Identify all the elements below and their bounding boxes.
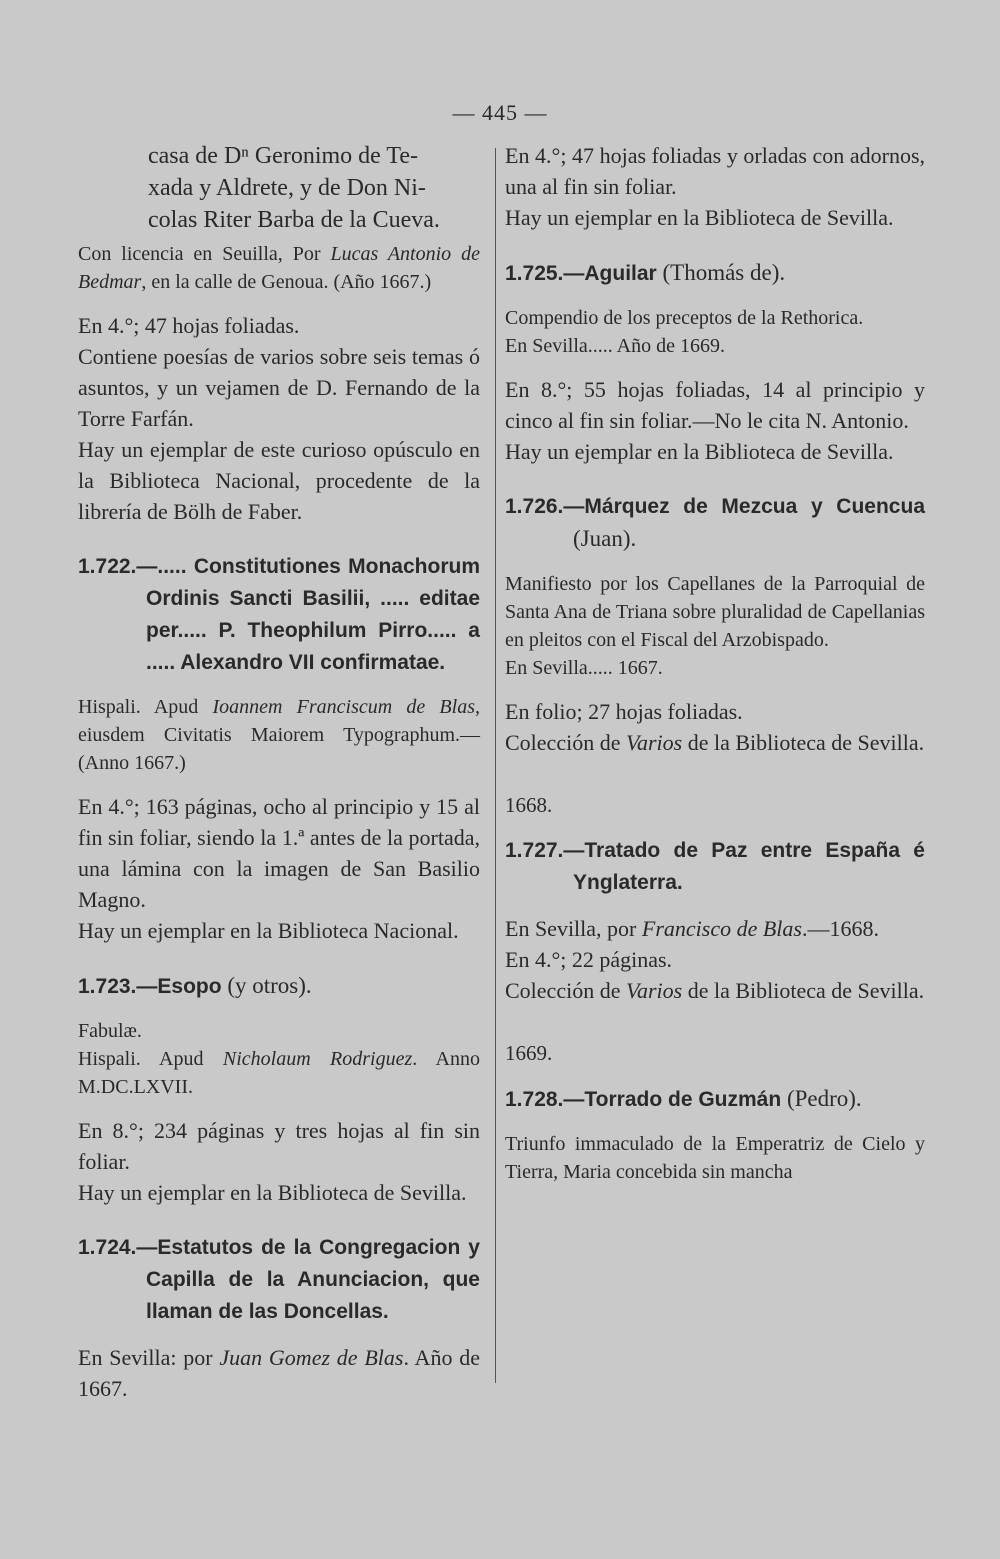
entry-1724-imprint: En Sevilla: por Juan Gomez de Blas. Año de 1667. [78,1345,481,1401]
entry-1724-heading: 1.724.—Estatutos de la Congregacion y Capilla de la Anunciacion, que llaman de las Doncellas. [78,1236,480,1323]
imprint-line: colas Riter Barba de la Cueva. [148,207,440,233]
year-heading-1669: 1669. [505,1041,553,1065]
column-divider [495,148,496,1383]
holding-note: Hay un ejemplar de este curioso opúsculo en la Biblioteca Nacional, procedente de la librería de Bölh de Faber. [78,437,480,524]
entry-1723-description: En 8.°; 234 páginas y tres hojas al fin sin foliar. [78,1118,480,1174]
contents-note: Contiene poesías de varios sobre seis temas ó asuntos, y un vejamen de D. Fernando de la Torre Farfán. [78,344,480,431]
entry-1723-title: Fabulæ. [78,1020,142,1042]
entry-1725-title: Compendio de los preceptos de la Rethorica. [505,307,864,329]
imprint-line: casa de Dⁿ Geronimo de Te- [148,143,418,169]
entry-1725-imprint: En Sevilla..... Año de 1669. [505,335,725,357]
entry-1727-heading: 1.727.—Tratado de Paz entre España é Ynglaterra. [505,839,925,894]
entry-1722-holding: Hay un ejemplar en la Biblioteca Nacional. [78,918,459,943]
entry-1725-holding: Hay un ejemplar en la Biblioteca de Sevilla. [505,439,894,464]
entry-1725-description: En 8.°; 55 hojas foliadas, 14 al principio y cinco al fin sin foliar.—No le cita N. Antonio. [505,377,925,433]
entry-1726-holding: Colección de Varios de la Biblioteca de Sevilla. [505,730,925,755]
entry-1726-title: Manifiesto por los Capellanes de la Parroquial de Santa Ana de Triana sobre pluralidad de Capellanias en pleitos con el Fiscal del Arzobispado. [505,573,925,651]
right-column [505,140,925,1186]
entry-1725-heading: 1.725.—Aguilar (Thomás de). [505,260,786,285]
entry-1728-heading: 1.728.—Torrado de Guzmán (Pedro). [505,1086,862,1111]
entry-1727-imprint: En Sevilla, por Francisco de Blas.—1668. [505,916,879,941]
page-number: — 445 — [452,100,548,125]
imprint-line: xada y Aldrete, y de Don Ni- [148,175,426,201]
physical-description: En 4.°; 47 hojas foliadas. [78,313,300,338]
entry-1722-imprint: Hispali. Apud Ioannem Franciscum de Blas, eiusdem Civitatis Maiorem Typographum.— (Anno 1667.) [78,696,480,774]
entry-1723-heading: 1.723.—Esopo (y otros). [78,973,312,998]
left-column [78,140,480,1404]
entry-1723-imprint: Hispali. Apud Nicholaum Rodriguez. Anno M.DC.LXVII. [78,1048,480,1098]
entry-1722-description: En 4.°; 163 páginas, ocho al principio y 15 al fin sin foliar, siendo la 1.ª antes de la portada, una lámina con la imagen de San Basilio Magno. [78,794,480,912]
entry-1727-description: En 4.°; 22 páginas. [505,947,673,972]
year-heading-1668: 1668. [505,793,553,817]
continued-holding: Hay un ejemplar en la Biblioteca de Sevilla. [505,205,894,230]
entry-1727-holding: Colección de Varios de la Biblioteca de Sevilla. [505,978,925,1003]
entry-1723-holding: Hay un ejemplar en la Biblioteca de Sevilla. [78,1180,467,1205]
entry-1726-heading: 1.726.—Márquez de Mezcua y Cuencua (Juan). [505,495,925,551]
entry-1722-heading: 1.722.—..... Constitutiones Monachorum Ordinis Sancti Basilii, ..... editae per..... P. Theophilum Pirro..... a ..... Alexandro VII confirmatae. [78,555,480,674]
entry-1726-imprint: En Sevilla..... 1667. [505,657,663,679]
entry-1726-description: En folio; 27 hojas foliadas. [505,699,743,724]
entry-1728-title: Triunfo immaculado de la Emperatriz de Cielo y Tierra, Maria concebida sin mancha [505,1133,925,1183]
licence-text: Con licencia en Seuilla, Por Lucas Antonio de Bedmar, en la calle de Genoua. (Año 1667.) [78,243,480,293]
continued-description: En 4.°; 47 hojas foliadas y orladas con adornos, una al fin sin foliar. [505,143,925,199]
